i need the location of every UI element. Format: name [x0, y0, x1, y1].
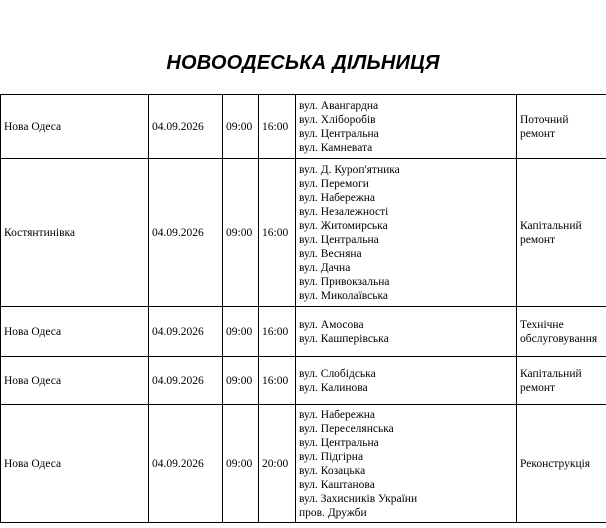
- work-type-cell: [517, 307, 606, 357]
- street-item: вул. Набережна: [299, 191, 376, 204]
- table-row: [1, 95, 606, 159]
- street-item: вул. Миколаївська: [299, 289, 389, 302]
- end-time-cell: 16:00: [259, 95, 296, 159]
- date-cell: 04.09.2026: [149, 405, 223, 523]
- street-item: вул. Слобідська: [299, 367, 376, 380]
- street-item: вул. Калинова: [299, 381, 368, 394]
- start-time-cell: 09:00: [223, 159, 259, 307]
- settlement-cell: Нова Одеса: [1, 357, 149, 405]
- start-time-cell: 09:00: [223, 357, 259, 405]
- street-item: вул. Центральна: [299, 233, 379, 246]
- work-type-cell: [517, 159, 606, 307]
- streets-cell: [296, 405, 517, 523]
- table-body: [1, 95, 606, 523]
- end-time-cell: 16:00: [259, 159, 296, 307]
- end-time-cell: 20:00: [259, 405, 296, 523]
- street-item: вул. Перемоги: [299, 177, 369, 190]
- street-item: вул. Авангардна: [299, 99, 379, 112]
- streets-cell: [296, 357, 517, 405]
- work-type-cell: [517, 357, 606, 405]
- streets-cell: [296, 95, 517, 159]
- settlement-cell: Нова Одеса: [1, 307, 149, 357]
- work-type-cell: [517, 405, 606, 523]
- street-item: вул. Амосова: [299, 318, 364, 331]
- street-item: вул. Д. Куроп'ятника: [299, 163, 400, 176]
- start-time-cell: 09:00: [223, 405, 259, 523]
- street-item: вул. Захисників України: [299, 492, 418, 505]
- street-item: пров. Дружби: [299, 506, 367, 519]
- street-item: вул. Центральна: [299, 127, 379, 140]
- outage-schedule-table: [0, 94, 606, 523]
- settlement-cell: Нова Одеса: [1, 405, 149, 523]
- work-type-line: ремонт: [520, 127, 556, 140]
- work-type-cell: [517, 95, 606, 159]
- street-item: вул. Незалежності: [299, 205, 389, 218]
- end-time-cell: 16:00: [259, 307, 296, 357]
- start-time-cell: 09:00: [223, 307, 259, 357]
- work-type-line: Технічне: [520, 318, 564, 331]
- street-item: вул. Підгірна: [299, 450, 364, 463]
- street-item: вул. Житомирська: [299, 219, 388, 232]
- work-type-line: Капітальний: [520, 219, 582, 232]
- street-item: вул. Дачна: [299, 261, 351, 274]
- date-cell: 04.09.2026: [149, 95, 223, 159]
- street-item: вул. Каштанова: [299, 478, 375, 491]
- work-type-line: ремонт: [520, 381, 556, 394]
- table-row: [1, 405, 606, 523]
- street-item: вул. Набережна: [299, 408, 376, 421]
- street-item: вул. Хліборобів: [299, 113, 376, 126]
- work-type-line: обслуговування: [520, 332, 598, 345]
- work-type-line: Поточний: [520, 113, 569, 126]
- streets-cell: [296, 159, 517, 307]
- street-item: вул. Козацька: [299, 464, 366, 477]
- street-item: вул. Переселянська: [299, 422, 394, 435]
- settlement-cell: Костянтинівка: [1, 159, 149, 307]
- street-item: вул. Центральна: [299, 436, 379, 449]
- start-time-cell: 09:00: [223, 95, 259, 159]
- work-type-line: ремонт: [520, 233, 556, 246]
- work-type-line: Капітальний: [520, 367, 582, 380]
- street-item: вул. Весняна: [299, 247, 362, 260]
- page-title: НОВООДЕСЬКА ДІЛЬНИЦЯ: [166, 52, 440, 74]
- end-time-cell: 16:00: [259, 357, 296, 405]
- street-item: вул. Привокзальна: [299, 275, 390, 288]
- date-cell: 04.09.2026: [149, 307, 223, 357]
- table-row: [1, 159, 606, 307]
- table-row: [1, 357, 606, 405]
- streets-cell: [296, 307, 517, 357]
- settlement-cell: Нова Одеса: [1, 95, 149, 159]
- table-row: [1, 307, 606, 357]
- date-cell: 04.09.2026: [149, 159, 223, 307]
- street-item: вул. Кашперівська: [299, 332, 389, 345]
- date-cell: 04.09.2026: [149, 357, 223, 405]
- work-type-line: Реконструкція: [520, 457, 591, 470]
- street-item: вул. Камневата: [299, 141, 373, 154]
